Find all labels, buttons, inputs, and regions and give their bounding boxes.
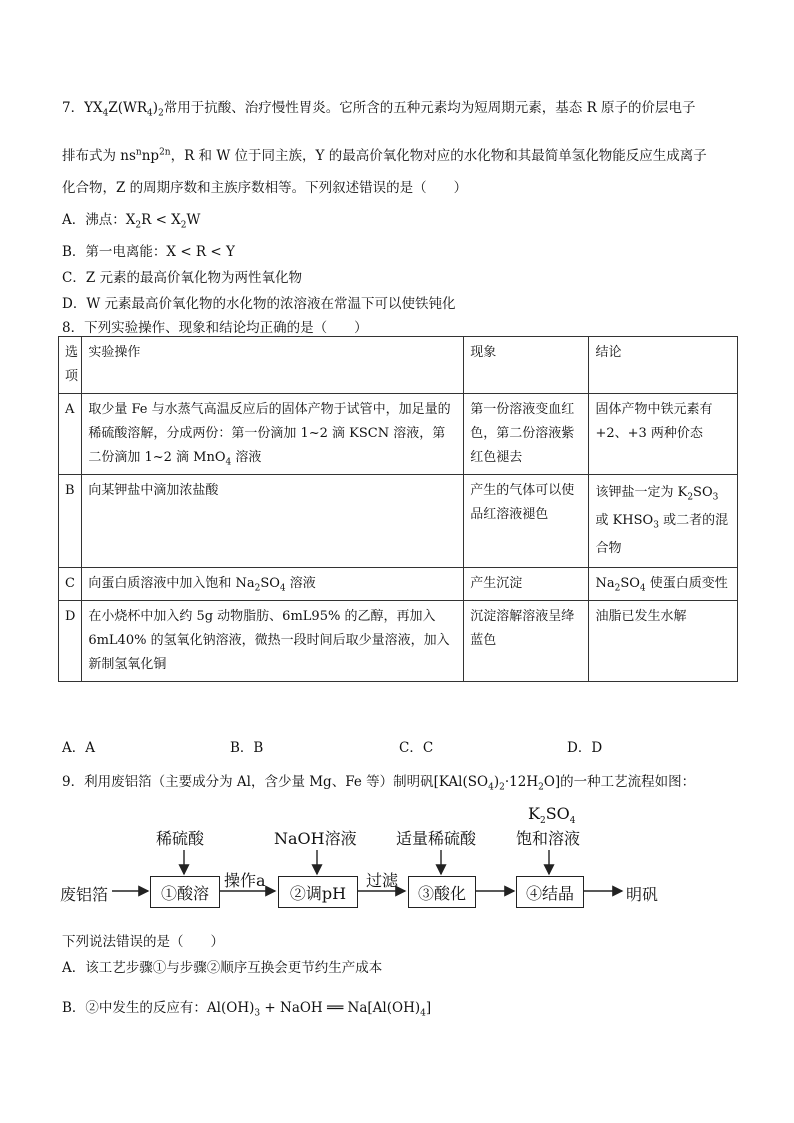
flow-step-1: ①酸溶 bbox=[150, 876, 220, 908]
row-label: C bbox=[59, 568, 82, 601]
row-label: D bbox=[59, 601, 82, 682]
row-conclusion: $Na_2SO_4$ 使蛋白质变性 bbox=[589, 568, 738, 601]
header-operation: 实验操作 bbox=[82, 337, 464, 394]
table-row bbox=[59, 601, 738, 682]
q7-option-c[interactable]: C．Z 元素的最高价氧化物为两性氧化物 bbox=[62, 270, 303, 286]
q7-option-b[interactable]: B．第一电离能：X < R < Y bbox=[62, 244, 235, 260]
q8-option-b[interactable]: B．B bbox=[230, 740, 264, 756]
flow-reagent-2: NaOH溶液 bbox=[274, 829, 357, 848]
q9-option-a[interactable]: A．该工艺步骤①与步骤②顺序互换会更节约生产成本 bbox=[62, 960, 383, 976]
table-row bbox=[59, 394, 738, 475]
experiment-table bbox=[58, 336, 738, 682]
row-conclusion: 固体产物中铁元素有 +2、+3 两种价态 bbox=[589, 394, 738, 475]
row-conclusion: 该钾盐一定为 $K_2SO_3$或 $KHSO_3$ 或二者的混合物 bbox=[589, 475, 738, 568]
flow-reagent-1: 稀硫酸 bbox=[156, 829, 205, 848]
row-operation: 向蛋白质溶液中加入饱和 $Na_2SO_4$ 溶液 bbox=[82, 568, 464, 601]
row-conclusion: 油脂已发生水解 bbox=[589, 601, 738, 682]
table-row bbox=[59, 475, 738, 568]
header-conclusion: 结论 bbox=[589, 337, 738, 394]
flow-reagent-4-formula: $K_2SO_4$ bbox=[528, 804, 576, 827]
flow-input: 废铝箔 bbox=[60, 885, 109, 904]
q9-stem: 9．利用废铝箔（主要成分为 Al，含少量 Mg、Fe 等）制明矾$[KAl(SO_4)_2\cdot 12H_2O]$的一种工艺流程如图： bbox=[62, 774, 696, 793]
q7-stem-line3: 化合物，Z 的周期序数和主族序数相等。下列叙述错误的是（ ） bbox=[62, 180, 468, 196]
flow-step-3: ③酸化 bbox=[408, 876, 476, 908]
header-phenomenon: 现象 bbox=[464, 337, 589, 394]
q8-option-c[interactable]: C．C bbox=[399, 740, 434, 756]
row-phenomenon: 第一份溶液变血红色，第二份溶液紫红色褪去 bbox=[464, 394, 589, 475]
q7-stem-line2: 排布式为 $ns^nnp^{2n}$，R 和 W 位于同主族，Y 的最高价氧化物对应的水化物和其最简单氢化物能反应生成离子 bbox=[62, 147, 707, 164]
flow-reagent-4: 饱和溶液 bbox=[516, 829, 581, 848]
flow-output: 明矾 bbox=[626, 885, 659, 904]
flow-reagent-3: 适量稀硫酸 bbox=[396, 829, 477, 848]
table-row bbox=[59, 568, 738, 601]
row-label: A bbox=[59, 394, 82, 475]
flow-filter: 过滤 bbox=[366, 871, 399, 890]
row-operation: 在小烧杯中加入约 5g 动物脂肪、6mL95% 的乙醇，再加入 6mL40% 的氢氧化钠溶液，微热一段时间后取少量溶液，加入新制氢氧化铜 bbox=[82, 601, 464, 682]
row-phenomenon: 沉淀溶解溶液呈绛蓝色 bbox=[464, 601, 589, 682]
flow-step-2: ②调pH bbox=[278, 876, 358, 908]
flow-op-a: 操作a bbox=[224, 871, 266, 890]
row-operation: 向某钾盐中滴加浓盐酸 bbox=[82, 475, 464, 568]
table-header-row bbox=[59, 337, 738, 394]
row-operation: 取少量 Fe 与水蒸气高温反应后的固体产物于试管中，加足量的稀硫酸溶解，分成两份：第一份滴加 1~2 滴 KSCN 溶液，第二份滴加 1~2 滴 MnO$_4$ 溶液 bbox=[82, 394, 464, 475]
row-phenomenon: 产生的气体可以使品红溶液褪色 bbox=[464, 475, 589, 568]
q9-sub-stem: 下列说法错误的是（ ） bbox=[62, 934, 224, 950]
row-label: B bbox=[59, 475, 82, 568]
process-flow-diagram bbox=[60, 804, 750, 918]
q7-option-d[interactable]: D．W 元素最高价氧化物的水化物的浓溶液在常温下可以使铁钝化 bbox=[62, 296, 456, 312]
q9-option-b[interactable]: B．②中发生的反应有：$Al(OH)_3$ + NaOH ══ $Na[Al(OH)_4]$ bbox=[62, 1000, 432, 1019]
q8-stem: 8．下列实验操作、现象和结论均正确的是（ ） bbox=[62, 320, 368, 336]
q8-option-d[interactable]: D．D bbox=[567, 740, 603, 756]
q7-stem-line1: 7．$YX_4Z(WR_4)_2$常用于抗酸、治疗慢性胃炎。它所含的五种元素均为短周期元素，基态 R 原子的价层电子 bbox=[62, 100, 696, 119]
row-phenomenon: 产生沉淀 bbox=[464, 568, 589, 601]
q8-option-a[interactable]: A．A bbox=[62, 740, 95, 756]
q7-option-a[interactable]: A．沸点：$X_2R < X_2W$ bbox=[62, 212, 201, 231]
header-option: 选项 bbox=[59, 337, 82, 394]
flow-step-4: ④结晶 bbox=[516, 876, 584, 908]
